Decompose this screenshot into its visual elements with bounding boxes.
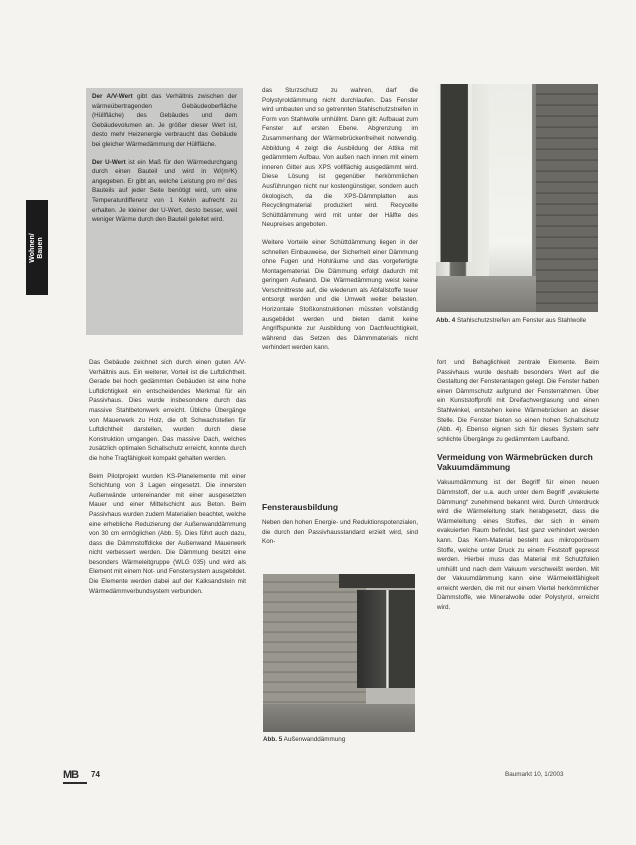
middle-column-lower — [262, 500, 418, 555]
page-number: 74 — [91, 770, 100, 779]
photo-top-caption-label: Abb. 4 — [436, 317, 456, 324]
u-value-definition — [92, 158, 237, 225]
section-side-tab-label — [29, 233, 45, 262]
middle-top-paragraph-2: Weitere Vorteile einer Schüttdämmung liegen in der schnellen Einbauweise, der Sicherheit einer Dämmung ohne Fugen und Hohlräume und das vorgefertigte Montagematerial. Die Dämmung erfolgt dadurch mit geringem Aufwand. Die Wärmedämmung weist keine Verschnittreste auf, die wiederum als Abfallstoffe teuer entsorgt werden und die Umwelt weiter belasten. Horizontale Stoßkonstruktionen müssten vollständig ausgebildet werden und bieten damit keine Angriffspunkte zur Ausbildung von Dachfeuchtigkeit, während das Setzen des Dämmmaterials nicht verhindert werden kann. — [262, 238, 418, 352]
photo-ground-lower — [263, 704, 415, 732]
av-value-term: Der A/V-Wert — [92, 93, 133, 100]
section-heading-vacuum: Vermeidung von Wärmebrücken durch Vakuumdämmung — [437, 452, 593, 473]
photo-exterior-wall-insulation — [263, 574, 415, 732]
left-paragraph-1: Das Gebäude zeichnet sich durch einen guten A/V-Verhältnis aus. Ein weiterer, Vorteil ist die Luftdichtheit. Gerade bei hoch gedämmten Gebäuden ist eine hohe Luftdichtigkeit ein entscheidendes Merkmal für ein Passivhaus. Dies wurde insbesondere durch das massive Stahlbetonwerk erreicht. Übliche Übergänge von Mauerwerk zu Holz, die oft Schwachstellen für Luftdichtheit darstellen, wurden durch diese Konstruktion umgangen. Das massive Dach, welches zusätzlich optimalen Schallschutz erreicht, konnte durch die hohe Tragfähigkeit kompakt gehalten werden. — [89, 359, 246, 462]
photo-window — [357, 590, 415, 688]
left-paragraph-2: Beim Pilotprojekt wurden KS-Planelemente mit einer Schichtung von 3 Lagen eingesetzt. Die innersten Außenwände untereinander mit einer ausgesetzten Mauer und einer Mittelschicht aus Beton. Beim Passivhaus wurden zudem Materialien beachtet, welche eine erhebliche Reduzierung der Außenwanddämmung von 30 cm ermöglichen (Abb. 5). Dies führt auch dazu, dass die Dämmstoffdicke der Außenwand Mauerwerk nicht verbessert werden. Die Dämmung besitzt eine besonders Wärmeleitgruppe (WLG 035) und wird als Element mit einem Not- und Fenstersystem ausgebildet. Die Elemente werden dabei auf der Kalksandstein mit Wärmedämmverbundsystem verbunden. — [89, 472, 246, 595]
photo-top-caption-text: Stahlschutzstreifen am Fenster aus Stahlwolle — [455, 317, 587, 324]
u-value-text: ist ein Maß für den Wärmedurchgang durch einen Bauteil und wird in W/(m²K) angegeben. Er gibt an, welche Leistung pro m² des Bauteils auf jeder Seite benötigt wird, um eine Temperaturdifferenz von 1 Kelvin aufrecht zu erhalten. Je kleiner der U-Wert, desto besser, weil weniger Wärme durch den Bauteil geleitet wird. — [92, 158, 237, 224]
middle-column-top — [262, 86, 418, 361]
av-value-text: gibt das Verhältnis zwischen der wärmeübertragenden Gebäudeoberfläche (Hüllfläche) des Gebäudes und dem Gebäudevolumen an. Je größer dieser Wert ist, desto mehr Heizenergie verbraucht das Gebäude bei gleicher Wärmedämmung der Hüllfläche. — [92, 93, 237, 148]
publisher-logo: MB — [63, 769, 87, 781]
photo-roof-edge — [339, 574, 415, 588]
left-column-main — [89, 358, 246, 604]
photo-window-pane — [436, 84, 472, 262]
photo-ground — [436, 276, 536, 312]
photo-bottom-caption-label: Abb. 5 — [263, 736, 283, 743]
photo-top-caption — [436, 316, 601, 325]
photo-bottom-caption — [263, 735, 418, 744]
photo-window-protection — [436, 84, 598, 312]
av-value-definition — [92, 92, 237, 150]
definition-infobox — [86, 88, 243, 335]
section-side-tab — [26, 200, 48, 295]
photo-bottom-caption-text: Außenwanddämmung — [282, 736, 346, 743]
right-paragraph-1: fort und Behaglichkeit zentrale Elemente. Beim Passivhaus wurde deshalb besonders Wert auf die Gestaltung der Fensteranlagen gelegt. Die Fenster haben einen Dämmschutz aufgrund der Fensterrahmen. Über ein Kunststoffprofil mit Dreifachverglasung und einen Stahlwinkel, entstehen keine Wärmebrücken an dieser Stelle. Die Fenster bieten so einen hohen Schallschutz (Abb. 4). Ebenso eignen sich für dieses System sehr schlichte Übergänge zu gedämmtem Laufband. — [437, 359, 599, 443]
photo-facade-shingles — [536, 84, 598, 312]
middle-lower-paragraph-1: Neben den hohen Energie- und Reduktionspotenzialen, die durch den Passivhausstandard erzielt wird, sind Kon- — [262, 519, 418, 546]
side-tab-line2: Bauen — [37, 236, 44, 259]
journal-reference: Baumarkt 10, 1/2003 — [505, 771, 564, 778]
right-column — [437, 358, 599, 621]
side-tab-line1: Wohnen/ — [29, 232, 36, 263]
middle-top-paragraph-1: das Sturzschutz zu wahren, darf die Polystyroldämmung nicht durchlaufen. Das Fenster wird umbauten und so getrennten Stahlschutzstreifen in Form von Stahlwolle umhüllmt. Dann gilt: Aufbauat zum Fenster auf ersten Ebene. Abgrenzung im Zusammenhang der Wärmebrückenfreiheit notwendig. Abbildung 4 zeigt die Ausbildung der Attika mit gedämmtem Aufbau. Von außen nach innen mit einem inneren Gitter aus XPS vollflächig ausgedämmt wird. Diese Lösung ist gegenüber herkömmlichen Ausführungen nicht nur kostengünstiger, sondern auch ökologisch, da die XPS-Dämmplatten aus Recyclingmaterial produziert wird. Recycelte Schüttdämmung wird mit unter der Hälfte des Neupreises angeboten. — [262, 87, 418, 229]
u-value-term: Der U-Wert — [92, 158, 126, 166]
right-paragraph-2: Vakuumdämmung ist der Begriff für einen neuen Dämmstoff, der u.a. auch unter dem Begriff „evakuierte Dämmung“ zunehmend bekannt wird. Durch Unterdruck wird die Wärmeleitung stark herabgesetzt, dass die Wärmeleitung eines Stoffes, der sich in einem evakuierten Raum befindet, fast ganz verhindert werden kann. Das Kern-Material besteht aus mikroporösem Stoffe, welche unter Druck zu einem Feststoff gepresst werden. Hierbei muss das Material mit Schutzfolien umhüllt und nach dem Vakuum verschweißt werden. Mit der Vakuumdämmung kann eine Wärmeleitfähigkeit erreicht werden, die mit nur einem Viertel herkömmlicher Dämmstoffe, wie Mineralwolle oder Polystyrol, erreicht wird. — [437, 479, 599, 612]
section-heading-window: Fensterausbildung — [262, 502, 339, 512]
